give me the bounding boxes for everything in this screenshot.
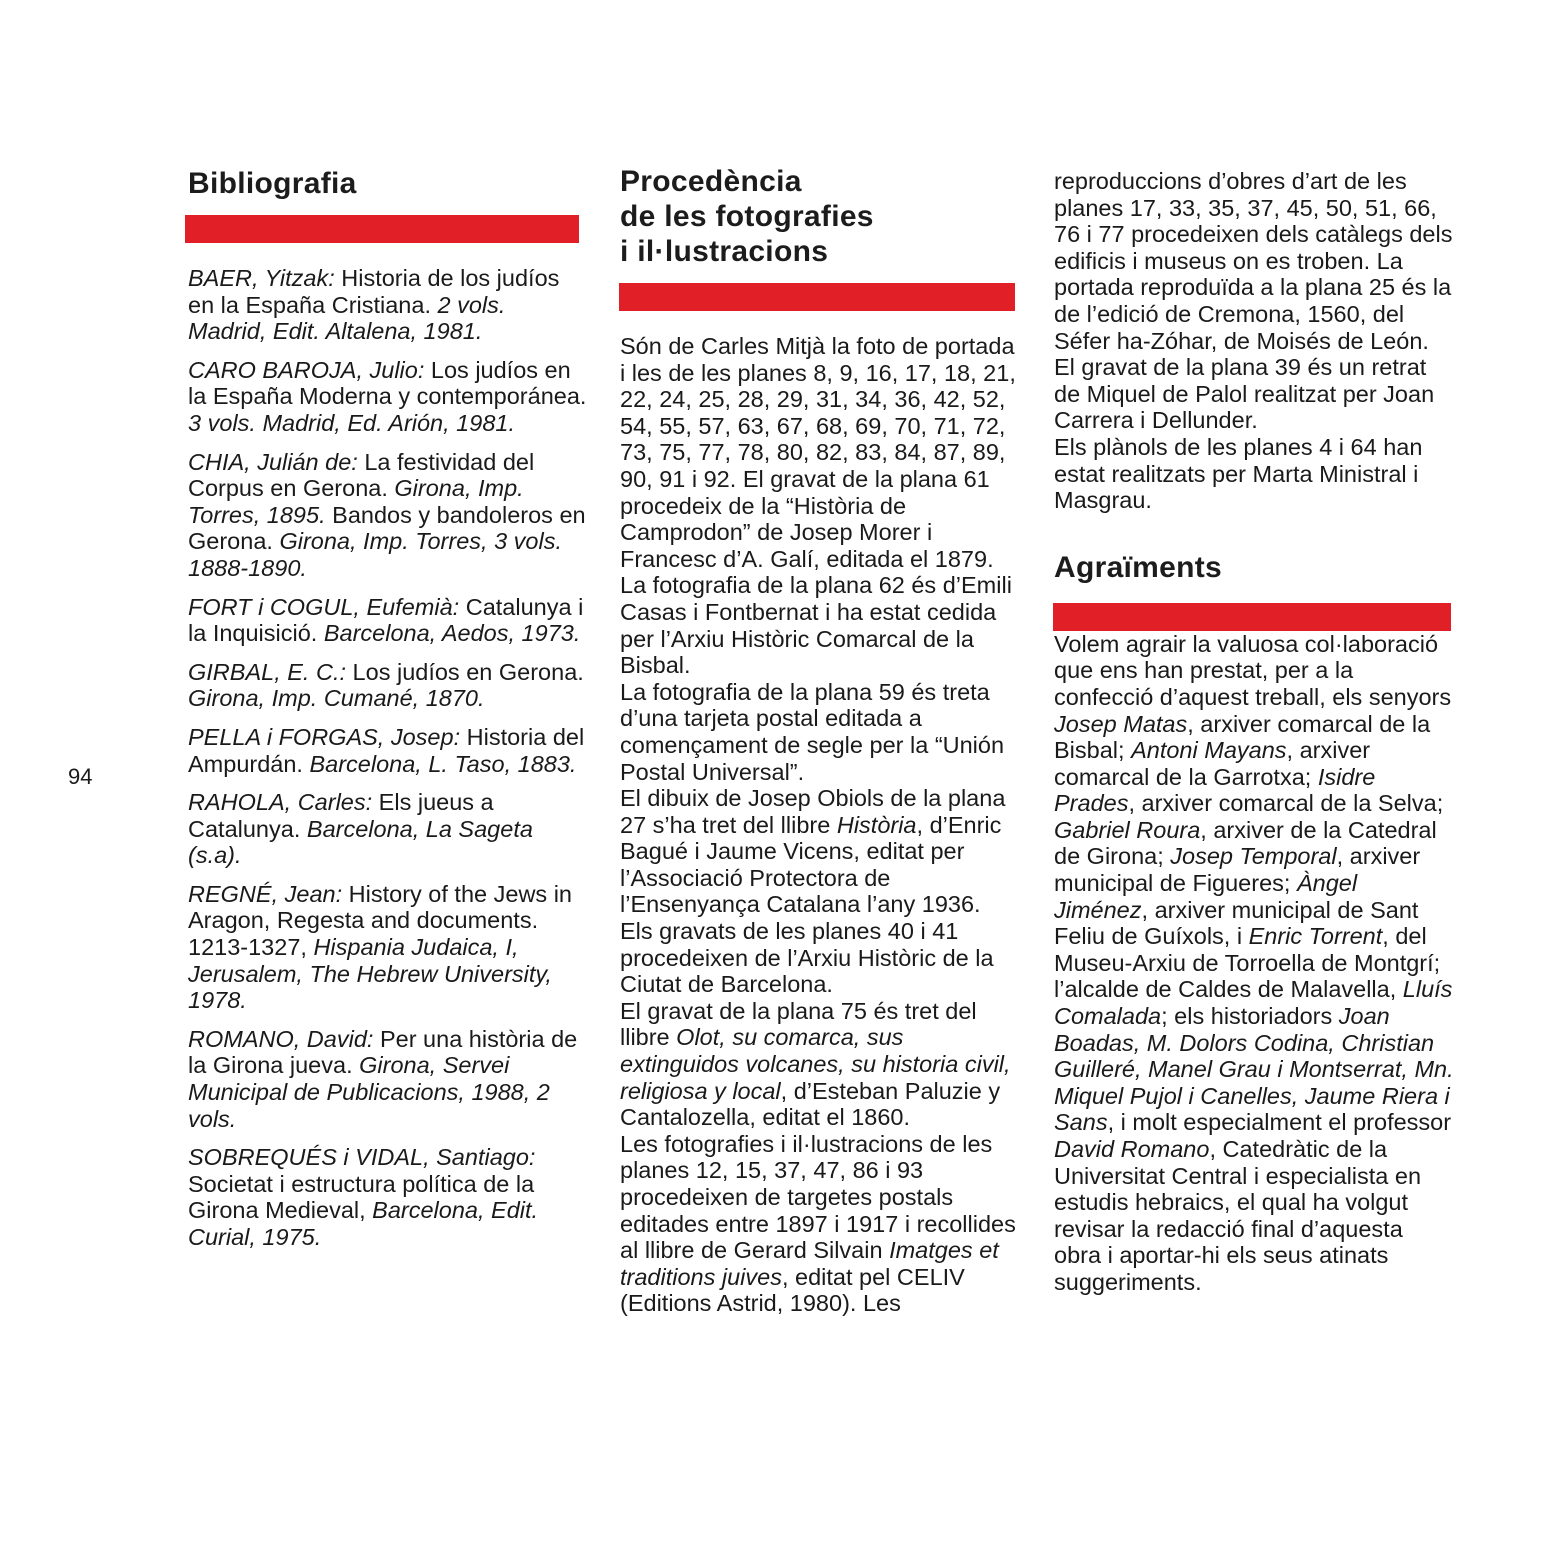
person-name: Antoni Mayans — [1131, 737, 1287, 764]
acknowledgements-heading: Agraïments — [1054, 550, 1223, 584]
bib-title: Bandos y bandoleros en Gerona. — [188, 501, 586, 555]
third-column — [1054, 168, 1456, 1296]
sources-heading-line: i il·lustracions — [620, 235, 829, 268]
bibliography-heading: Bibliografia — [188, 167, 357, 200]
bib-author: REGNÉ, Jean: — [188, 880, 343, 907]
sources-paragraph: Els plànols de les planes 4 i 64 han estat realitzats per Marta Ministral i Masgrau. — [1054, 433, 1423, 514]
bib-author: RAHOLA, Carles: — [188, 789, 373, 816]
bib-entry — [188, 881, 590, 1014]
bib-entry — [188, 789, 590, 869]
bibliography-list — [188, 265, 590, 1251]
bib-entry — [188, 265, 590, 345]
sources-paragraph: La fotografia de la plana 59 és treta d’una tarjeta postal editada a començament de segle per la “Unión Postal Universal”. — [620, 678, 1005, 785]
page-number: 94 — [68, 764, 93, 789]
bib-title: Historia del Ampurdán. — [188, 723, 585, 777]
bib-publication: Girona, Imp. Cumané, 1870. — [188, 685, 485, 712]
sources-column — [620, 164, 1022, 1317]
bib-publication: Barcelona, Edit. Curial, 1975. — [188, 1197, 539, 1250]
bib-title: Els jueus a Catalunya. — [188, 789, 494, 842]
sources-paragraph — [620, 998, 1022, 1131]
bib-author: GIRBAL, E. C.: — [188, 658, 347, 685]
text-run: , arxiver de la Catedral de Girona; — [1054, 816, 1437, 870]
bib-title: Los judíos en la España Moderna y contemporánea. — [188, 356, 587, 410]
bib-title: Societat i estructura política de la Girona Medieval, — [188, 1170, 535, 1224]
acknowledgements-text — [1054, 631, 1456, 1296]
red-divider-bar — [1053, 603, 1451, 631]
text-run: , arxiver municipal de Sant Feliu de Guíxols, i — [1054, 896, 1419, 950]
bib-publication: Girona, Imp. Torres, 3 vols. 1888-1890. — [188, 528, 562, 581]
bib-entry — [188, 1144, 590, 1250]
bib-title: La festividad del Corpus en Gerona. — [188, 448, 535, 502]
text-run: , Catedràtic de la Universitat Central i especialista en estudis hebraics, el qual ha volgut revisar la redacció final d’aquesta obra i aportar-hi els seus atinats suggeriments. — [1054, 1136, 1422, 1295]
sources-paragraph — [620, 1131, 1022, 1317]
text-run: , arxiver comarcal de la Selva; — [1128, 790, 1444, 817]
bib-publication: Hispania Judaica, I, Jerusalem, The Hebrew University, 1978. — [188, 934, 552, 1014]
text-run: , editat pel CELIV (Editions Astrid, 1980). Les — [620, 1263, 965, 1317]
text-run: , arxiver municipal de Figueres; — [1054, 843, 1421, 897]
person-name: Enric Torrent — [1248, 923, 1383, 950]
bib-author: PELLA i FORGAS, Josep: — [188, 723, 461, 750]
bib-entry — [188, 724, 590, 777]
bib-author: BAER, Yitzak: — [188, 265, 335, 291]
sources-paragraph: Són de Carles Mitjà la foto de portada i les de les planes 8, 9, 16, 17, 18, 21, 22, 24, 25, 28, 29, 31, 34, 36, 42, 52, 54, 55, 57, 63, 67, 68, 69, 70, 71, 72, 73, 75, 77, 78, 80, 82, 83, 84, 87, 89, 90, 91 i 92. El gravat de la plana 61 procedeix de la “Història de Camprodon” de Josep Morer i Francesc d’A. Galí, editada el 1879. — [620, 333, 1016, 572]
book-title: Olot, su comarca, sus extinguidos volcanes, su historia civil, religiosa y local — [620, 1024, 1011, 1104]
person-name: David Romano — [1054, 1136, 1210, 1162]
text-run: El dibuix de Josep Obiols de la plana 27 s’ha tret del llibre — [620, 785, 1006, 838]
sources-heading-line: de les fotografies — [620, 200, 874, 233]
bibliography-column — [188, 166, 590, 1251]
text-run: , i molt especialment el professor — [1107, 1109, 1452, 1136]
bib-entry — [188, 659, 590, 712]
acknowledgements-section — [1054, 550, 1456, 1296]
bib-author: CHIA, Julián de: — [188, 448, 358, 475]
text-run: Les fotografies i il·lustracions de les planes 12, 15, 37, 47, 86 i 93 procedeixen de targetes postals editades entre 1897 i 1917 i recollides al llibre de Gerard Silvain — [620, 1130, 1016, 1264]
bib-title: Historia de los judíos en la España Cristiana. — [188, 265, 560, 318]
person-name: Àngel Jiménez — [1054, 870, 1358, 923]
sources-text — [620, 333, 1022, 1317]
text-run: , arxiver comarcal de la Bisbal; — [1054, 710, 1431, 764]
bib-entry — [188, 594, 590, 647]
sources-paragraph: El gravat de la plana 39 és un retrat de Miquel de Palol realitzat per Joan Carrera i Dellunder. — [1054, 354, 1435, 434]
text-run: , d’Enric Bagué i Jaume Vicens, editat per l’Associació Protectora de l’Ensenyança Catalana l’any 1936. — [620, 811, 1002, 918]
person-name: Gabriel Roura — [1054, 816, 1201, 843]
bib-publication: Barcelona, L. Taso, 1883. — [309, 750, 577, 777]
text-run: , del Museu-Arxiu de Torroella de Montgrí; l’alcalde de Caldes de Malavella, — [1054, 923, 1441, 1003]
text-run: ; els historiadors — [1161, 1003, 1339, 1030]
bib-entry — [188, 357, 590, 437]
red-divider-bar — [619, 283, 1015, 311]
text-run: El gravat de la plana 75 és tret del llibre — [620, 997, 977, 1051]
person-name: Isidre Prades — [1054, 763, 1376, 817]
bib-publication: 3 vols. Madrid, Ed. Arión, 1981. — [188, 409, 515, 436]
person-name: Lluís Comalada — [1054, 976, 1453, 1030]
sources-paragraph — [620, 785, 1022, 918]
person-name: Joan Boadas, M. Dolors Codina, Christian Guilleré, Manel Grau i Montserrat, Mn. Miquel Pujol i Canelles, Jaume Riera i Sans — [1054, 1003, 1454, 1136]
text-run: Volem agrair la valuosa col·laboració que ens han prestat, per a la confecció d’aquest treball, els senyors — [1054, 630, 1452, 710]
bib-publication: Girona, Imp. Torres, 1895. — [188, 475, 524, 528]
person-name: Josep Temporal — [1170, 843, 1337, 870]
person-name: Josep Matas — [1054, 710, 1188, 737]
text-run: , d’Esteban Paluzie y Cantalozella, editat el 1860. — [620, 1077, 1001, 1131]
bib-author: CARO BAROJA, Julio: — [188, 356, 425, 383]
sources-paragraph: La fotografia de la plana 62 és d’Emili Casas i Fontbernat i ha estat cedida per l’Arxiu Històric Comarcal de la Bisbal. — [620, 572, 1012, 679]
bib-author: SOBREQUÉS i VIDAL, Santiago: — [188, 1144, 536, 1171]
bib-entry — [188, 1026, 590, 1132]
bib-author: ROMANO, David: — [188, 1025, 374, 1052]
book-title: Imatges et traditions juives — [620, 1237, 999, 1290]
bib-title: History of the Jews in Aragon, Regesta and documents. 1213-1327, — [188, 880, 572, 961]
bib-title: Catalunya i la Inquisició. — [188, 593, 584, 647]
bib-title: Los judíos en Gerona. — [346, 658, 584, 685]
bib-author: FORT i COGUL, Eufemià: — [188, 593, 460, 620]
book-title: Història — [836, 811, 917, 838]
sources-heading-line: Procedència — [620, 165, 802, 198]
sources-heading — [620, 164, 1022, 269]
bib-publication: Barcelona, Aedos, 1973. — [323, 620, 581, 647]
red-divider-bar — [185, 215, 579, 243]
bib-entry — [188, 449, 590, 582]
bib-publication: 2 vols. Madrid, Edit. Altalena, 1981. — [188, 291, 506, 345]
sources-paragraph: reproduccions d’obres d’art de les planes 17, 33, 35, 37, 45, 50, 51, 66, 76 i 77 procedeixen dels catàlegs dels edificis i museus on es troben. La portada reproduïda a la plana 25 és la de l’edició de Cremona, 1560, del Séfer ha-Zóhar, de Moisés de León. — [1054, 168, 1453, 354]
bib-publication: Girona, Servei Municipal de Publicacions, 1988, 2 vols. — [188, 1052, 550, 1132]
bib-title: Per una història de la Girona jueva. — [188, 1025, 578, 1079]
bib-publication: Barcelona, La Sageta (s.a). — [188, 815, 533, 869]
text-run: , arxiver comarcal de la Garrotxa; — [1054, 737, 1371, 790]
sources-paragraph: Els gravats de les planes 40 i 41 procedeixen de l’Arxiu Històric de la Ciutat de Barcelona. — [620, 918, 994, 998]
